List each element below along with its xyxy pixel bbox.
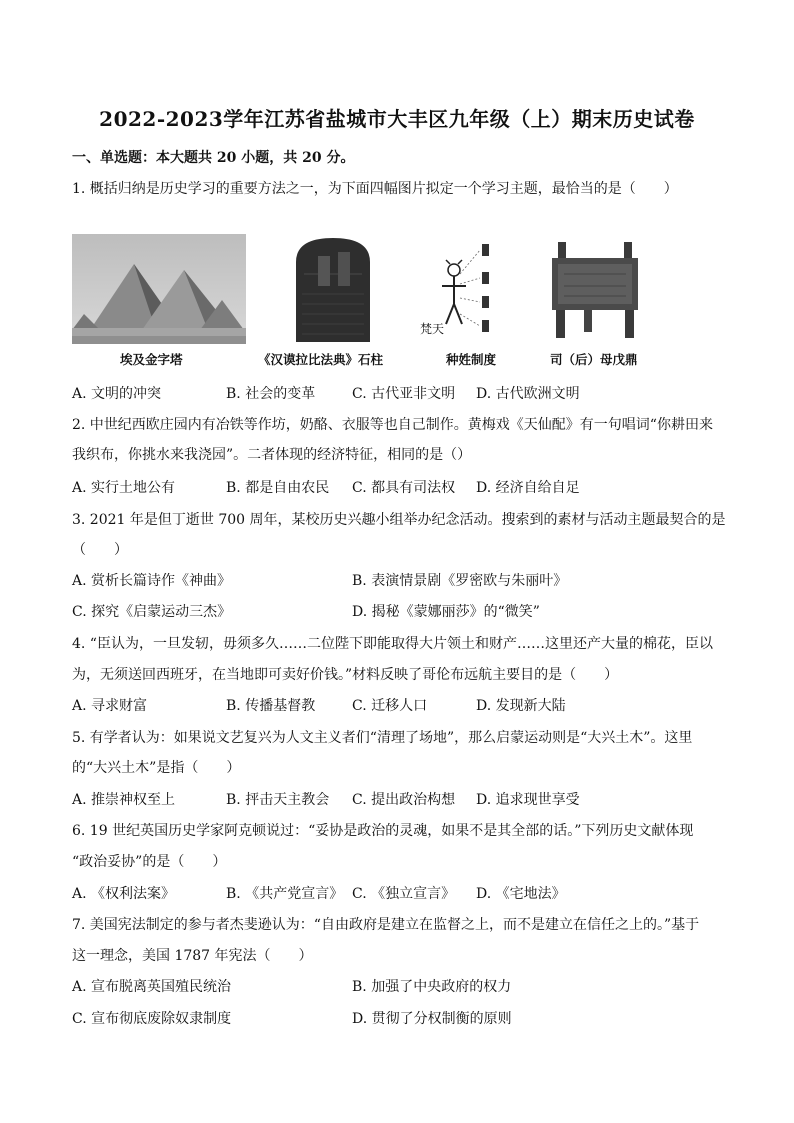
question-1-stem: 1. 概括归纳是历史学习的重要方法之一，为下面四幅图片拟定一个学习主题，最恰当的是（ ） bbox=[72, 181, 678, 197]
question-4-stem: 4. “臣认为，一旦发轫，毋须多久……二位陛下即能取得大片领土和财产……这里还产大量的棉花，臣以 bbox=[72, 636, 713, 652]
q2-option-a[interactable]: A. 实行土地公有 bbox=[72, 480, 176, 496]
caste-label-brahma: 梵天 bbox=[420, 322, 445, 336]
question-2-stem: 2. 中世纪西欧庄园内有冶铁等作坊，奶酪、衣服等也自己制作。黄梅戏《天仙配》有一句唱词“你耕田来 bbox=[72, 417, 713, 433]
q6-option-c[interactable]: C. 《独立宣言》 bbox=[352, 886, 456, 902]
q5-option-c[interactable]: C. 提出政治构想 bbox=[352, 792, 456, 808]
pyramid-figure bbox=[72, 234, 246, 374]
q2-option-b[interactable]: B. 都是自由农民 bbox=[226, 480, 330, 496]
q5-option-b[interactable]: B. 抨击天主教会 bbox=[226, 792, 330, 808]
q4-option-d[interactable]: D. 发现新大陆 bbox=[476, 698, 566, 714]
question-6-stem-cont: “政治妥协”的是（ ） bbox=[72, 854, 227, 870]
question-5-stem: 5. 有学者认为：如果说文艺复兴为人文主义者们“清理了场地”，那么启蒙运动则是“大兴土木”。这里 bbox=[72, 730, 693, 746]
question-4-stem-cont: 为，无须送回西班牙，在当地即可卖好价钱。”材料反映了哥伦布远航主要目的是（ ） bbox=[72, 667, 619, 683]
caste-figure bbox=[420, 234, 520, 374]
ding-image bbox=[540, 234, 650, 344]
question-2-stem-cont: 我织布，你挑水来我浇园”。二者体现的经济特征，相同的是（） bbox=[72, 447, 472, 463]
q1-option-a[interactable]: A. 文明的冲突 bbox=[72, 386, 162, 402]
code-stele-caption: 《汉谟拉比法典》石柱 bbox=[258, 352, 384, 367]
q7-option-b[interactable]: B. 加强了中央政府的权力 bbox=[352, 979, 512, 995]
q2-option-d[interactable]: D. 经济自给自足 bbox=[476, 480, 580, 496]
stele-image bbox=[258, 234, 408, 344]
q6-option-d[interactable]: D. 《宅地法》 bbox=[476, 886, 566, 902]
question-6-stem: 6. 19 世纪英国历史学家阿克顿说过：“妥协是政治的灵魂，如果不是其全部的话。”下列历史文献体现 bbox=[72, 823, 694, 839]
q1-option-c[interactable]: C. 古代亚非文明 bbox=[352, 386, 456, 402]
question-5-stem-cont: 的“大兴土木”是指（ ） bbox=[72, 760, 241, 776]
q3-option-b[interactable]: B. 表演情景剧《罗密欧与朱丽叶》 bbox=[352, 573, 568, 589]
page-title: 2022-2023学年江苏省盐城市大丰区九年级（上）期末历史试卷 bbox=[99, 107, 695, 131]
q3-option-d[interactable]: D. 揭秘《蒙娜丽莎》的“微笑” bbox=[352, 604, 540, 620]
q7-option-d[interactable]: D. 贯彻了分权制衡的原则 bbox=[352, 1011, 512, 1027]
pyramid-image bbox=[72, 234, 246, 344]
q1-option-d[interactable]: D. 古代欧洲文明 bbox=[476, 386, 580, 402]
ding-figure bbox=[540, 234, 650, 374]
q6-option-a[interactable]: A. 《权利法案》 bbox=[72, 886, 176, 902]
question-3-stem-cont: （ ） bbox=[72, 542, 128, 558]
q3-option-c[interactable]: C. 探究《启蒙运动三杰》 bbox=[72, 604, 232, 620]
q5-option-d[interactable]: D. 追求现世享受 bbox=[476, 792, 580, 808]
q7-option-c[interactable]: C. 宣布彻底废除奴隶制度 bbox=[72, 1011, 232, 1027]
q6-option-b[interactable]: B. 《共产党宣言》 bbox=[226, 886, 344, 902]
q3-option-a[interactable]: A. 赏析长篇诗作《神曲》 bbox=[72, 573, 232, 589]
section-heading: 一、单选题：本大题共 20 小题，共 20 分。 bbox=[72, 150, 355, 166]
question-3-stem: 3. 2021 年是但丁逝世 700 周年，某校历史兴趣小组举办纪念活动。搜索到的素材与活动主题最契合的是 bbox=[72, 512, 726, 528]
question-7-stem: 7. 美国宪法制定的参与者杰斐逊认为：“自由政府是建立在监督之上，而不是建立在信任之上的。”基于 bbox=[72, 917, 700, 933]
q4-option-c[interactable]: C. 迁移人口 bbox=[352, 698, 428, 714]
q1-option-b[interactable]: B. 社会的变革 bbox=[226, 386, 316, 402]
question-7-stem-cont: 这一理念，美国 1787 年宪法（ ） bbox=[72, 948, 313, 964]
q4-option-a[interactable]: A. 寻求财富 bbox=[72, 698, 148, 714]
ding-caption: 司（后）母戊鼎 bbox=[550, 352, 638, 367]
q5-option-a[interactable]: A. 推崇神权至上 bbox=[72, 792, 176, 808]
q4-option-b[interactable]: B. 传播基督教 bbox=[226, 698, 316, 714]
q7-option-a[interactable]: A. 宣布脱离英国殖民统治 bbox=[72, 979, 232, 995]
q2-option-c[interactable]: C. 都具有司法权 bbox=[352, 480, 456, 496]
pyramid-caption: 埃及金字塔 bbox=[120, 352, 183, 367]
code-stele-figure bbox=[258, 234, 408, 374]
caste-caption: 种姓制度 bbox=[446, 352, 497, 367]
